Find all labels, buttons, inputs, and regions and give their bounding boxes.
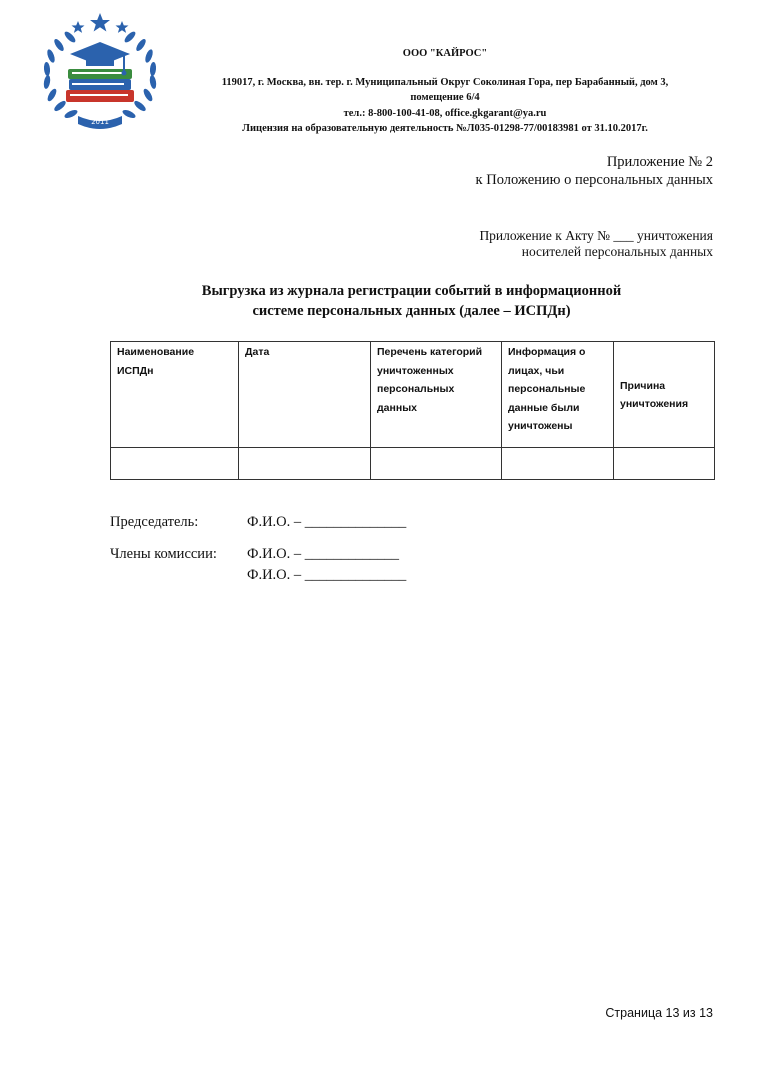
appendix-line-2: к Положению о персональных данных [475,172,713,188]
act-appendix-heading [479,228,713,260]
act-line-1: Приложение к Акту № ___ уничтожения [479,228,713,243]
column-header-data-categories: Перечень категорий уничтоженных персональных данных [371,342,502,448]
appendix-heading [476,153,713,189]
member-1-name-field: Ф.И.О. – _____________ [247,546,400,562]
page-number: Страница 13 из 13 [605,1006,713,1020]
table-header-row [111,342,715,448]
column-header-persons-info: Информация о лицах, чьи персональные данные были уничтожены [502,342,614,448]
table-cell [614,448,715,480]
table-cell [371,448,502,480]
title-line-2: системе персональных данных (далее – ИСПДн) [252,303,571,319]
table-cell [111,448,239,480]
event-log-table [110,341,715,480]
address-line-2: помещение 6/4 [410,92,480,103]
act-line-2: носителей персональных данных [521,244,713,259]
organization-name: ООО "КАЙРОС" [402,48,488,59]
title-line-1: Выгрузка из журнала регистрации событий в информационной [201,283,622,299]
organization-address [170,75,720,105]
organization-license: Лицензия на образовательную деятельность №Л035-01298-77/00183981 от 31.10.2017г. [242,123,648,134]
table-cell [239,448,371,480]
address-line-1: 119017, г. Москва, вн. тер. г. Муниципальный Округ Соколиная Гора, пер Барабанный, дом 3, [221,77,669,88]
chairman-label: Председатель: [110,514,199,530]
table-row [111,448,715,480]
appendix-line-1: Приложение № 2 [606,154,713,170]
document-title [110,281,713,321]
members-label: Члены комиссии: [110,546,217,562]
column-header-date: Дата [239,342,371,448]
education-logo-icon [36,12,164,130]
members-signature-line [110,544,399,564]
table-cell [502,448,614,480]
member-2-signature-line [110,565,406,585]
member-2-name-field: Ф.И.О. – ______________ [247,567,407,583]
svg-text:2011: 2011 [91,118,109,126]
chairman-signature-line [110,512,406,532]
column-header-reason: Причина уничтожения [614,342,715,448]
chairman-name-field: Ф.И.О. – ______________ [247,514,407,530]
column-header-ispdn-name: Наименование ИСПДн [111,342,239,448]
organization-contacts: тел.: 8-800-100-41-08, office.gkgarant@ya.ru [343,108,547,119]
